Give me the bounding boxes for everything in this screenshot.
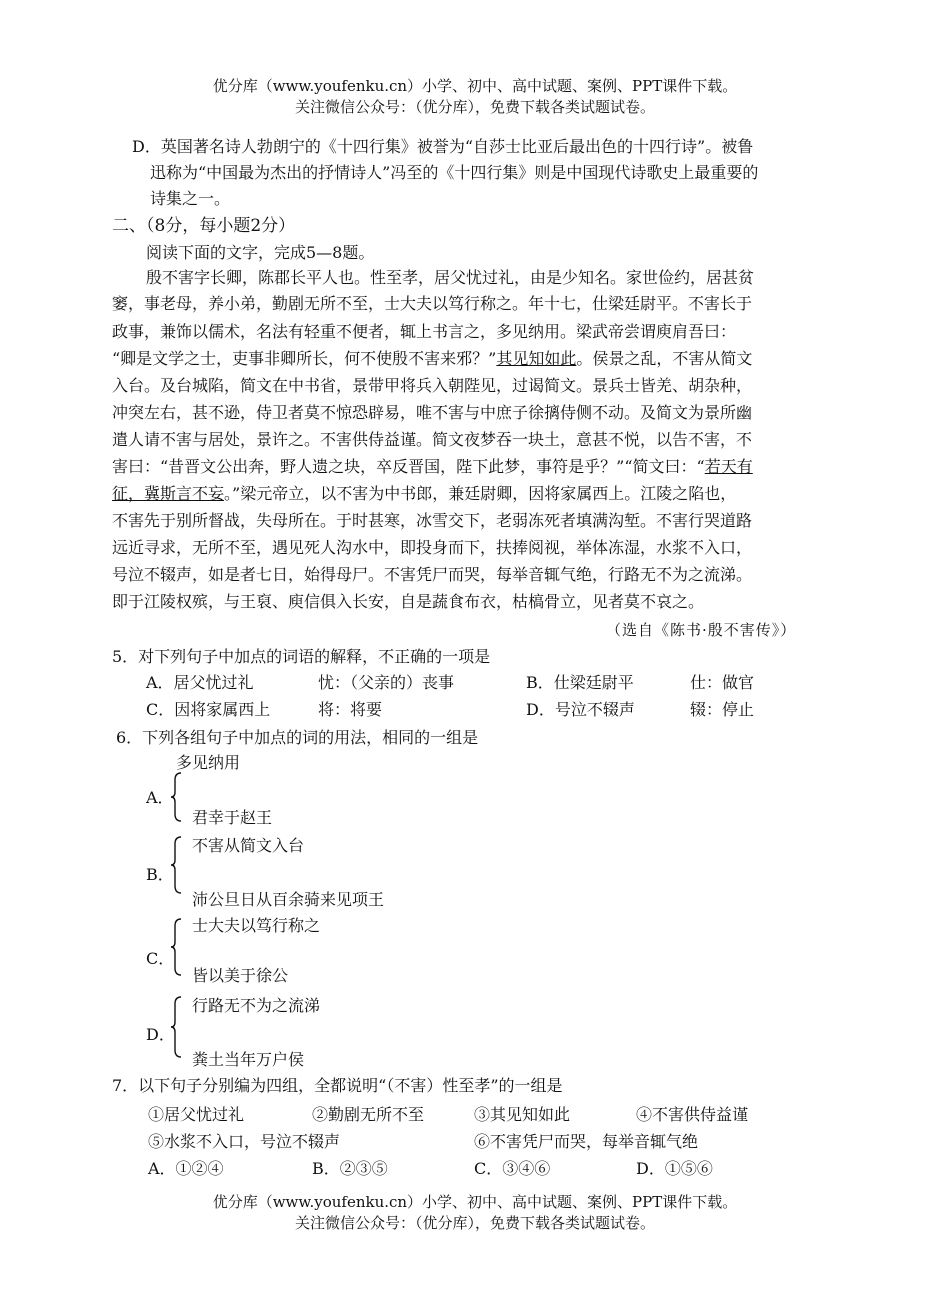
q5-option-b: B．仕梁廷尉平 [526,673,634,692]
q5-option-d: D．号泣不辍声 [526,700,635,719]
header-line-2: 关注微信公众号：（优分库），免费下载各类试题试卷。 [294,98,655,116]
section-instruction: 阅读下面的文字，完成5—8题。 [146,243,375,262]
passage-line: 窭，事老母，养小弟，勤剧无所不至，士大夫以笃行称之。年十七，仕梁廷尉平。不害长于 [112,294,753,313]
passage-text: 。侯景之乱，不害从简文 [576,349,753,368]
q7-item-6: ⑥不害凭尸而哭，每举音辄气绝 [474,1132,699,1151]
q5-option-c-explanation: 将：将要 [318,700,383,719]
q6-d-line-1: 行路无不为之流涕 [192,996,321,1015]
passage-line [112,346,752,372]
brace-icon [170,918,182,976]
passage-text: “卿是文学之士，吏事非卿所长，何不使殷不害来邪？” [112,349,497,368]
passage-text: 。”梁元帝立，以不害为中书郎，兼廷尉卿，因将家属西上。江陵之陷也， [224,484,737,503]
q6-a-label: A． [146,788,174,807]
q5-option-c: C．因将家属西上 [146,700,271,719]
q5-option-a: A．居父忧过礼 [146,673,254,692]
passage-line: 冲突左右，甚不逊，侍卫者莫不惊恐辟易，唯不害与中庶子徐摛侍侧不动。及简文为景所幽 [112,403,753,422]
passage-line [112,481,736,507]
passage-text: 害曰：“昔晋文公出奔，野人遗之块，卒反晋国，陛下此梦，事符是乎？”“简文曰：“ [112,457,705,476]
q6-b-line-2: 沛公旦日从百余骑来见项王 [192,890,385,909]
q6-c-line-2: 皆以美于徐公 [192,966,289,985]
q6-b-line-1: 不害从简文入台 [192,836,305,855]
brace-icon [170,836,182,894]
passage-line [112,454,753,480]
q6-a-line-1: 多见纳用 [176,753,241,772]
passage-line: 不害先于别所督战，失母所在。于时甚寒，冰雪交下，老弱冻死者填满沟堑。不害行哭道路 [112,511,753,530]
q6-b-label: B． [146,865,174,884]
q6-c-line-1: 士大夫以笃行称之 [192,916,321,935]
q6-d-line-2: 粪土当年万户侯 [192,1050,305,1069]
brace-icon [170,772,182,822]
passage-line: 号泣不辍声，如是者七日，始得母尸。不害凭尸而哭，每举音辄气绝，行路无不为之流涕。 [112,565,753,584]
q7-item-5: ⑤水浆不入口，号泣不辍声 [148,1132,341,1151]
q6-stem: 6．下列各组句子中加点的词的用法，相同的一组是 [116,728,479,747]
q6-a-line-2: 君幸于赵王 [192,808,273,827]
q7-item-1: ①居父忧过礼 [148,1105,245,1124]
footer-line-1: 优分库（www.youfenku.cn）小学、初中、高中试题、案例、PPT课件下载。 [212,1193,738,1211]
passage-line: 入台。及台城陷，简文在中书省，景带甲将兵入朝陛见，过谒简文。景兵士皆羌、胡杂种， [112,376,753,395]
passage-line: 远近寻求，无所不至，遇见死人沟水中，即投身而下，扶捧阅视，举体冻湿，水浆不入口， [112,538,753,557]
footer-line-2: 关注微信公众号：（优分库），免费下载各类试题试卷。 [294,1214,655,1232]
q7-stem: 7．以下句子分别编为四组，全都说明“（不害）性至孝”的一组是 [112,1076,563,1095]
passage-source: （选自《陈书·殷不害传》） [606,621,797,639]
q7-item-3: ③其见知如此 [474,1105,571,1124]
q7-option-b: B．②③⑤ [312,1159,388,1178]
passage-line: 遣人请不害与居处，景许之。不害供侍益谨。简文夜梦吞一块土，意甚不悦，以告不害，不 [112,430,753,449]
q7-item-2: ②勤剧无所不至 [312,1105,425,1124]
q7-option-c: C．③④⑥ [474,1159,551,1178]
section-title: 二、（8分，每小题2分） [112,216,296,236]
q7-item-4: ④不害供侍益谨 [636,1105,749,1124]
header-line-1: 优分库（www.youfenku.cn）小学、初中、高中试题、案例、PPT课件下载。 [212,77,738,95]
passage-line: 即于江陵权殡，与王裒、庾信俱入长安，自是蔬食布衣，枯槁骨立，见者莫不哀之。 [112,592,705,611]
prev-option-d-line-2: 迅称为“中国最为杰出的抒情诗人”冯至的《十四行集》则是中国现代诗歌史上最重要的 [150,163,759,182]
underlined-phrase: 其见知如此 [496,349,577,368]
q6-d-label: D． [146,1025,175,1044]
q5-option-d-explanation: 辍：停止 [690,700,755,719]
brace-icon [170,996,182,1058]
q5-option-b-explanation: 仕：做官 [690,673,755,692]
q6-c-label: C． [146,949,175,968]
underlined-phrase: 征，冀斯言不妄 [112,484,225,503]
passage-line: 政事，兼饰以儒术，名法有轻重不便者，辄上书言之，多见纳用。梁武帝尝谓庾肩吾曰： [112,322,737,341]
prev-option-d-line-3: 诗集之一。 [150,189,231,208]
q7-option-d: D．①⑤⑥ [636,1159,713,1178]
prev-option-d-line-1: D．英国著名诗人勃朗宁的《十四行集》被誉为“自莎士比亚后最出色的十四行诗”。被鲁 [132,137,754,156]
q5-option-a-explanation: 忧：（父亲的）丧事 [318,673,455,692]
q7-option-a: A．①②④ [148,1159,224,1178]
underlined-phrase: 若天有 [704,457,753,476]
q5-stem: 5．对下列句子中加点的词语的解释，不正确的一项是 [112,647,491,666]
passage-line: 殷不害字长卿，陈郡长平人也。性至孝，居父忧过礼，由是少知名。家世俭约，居甚贫 [146,268,755,287]
